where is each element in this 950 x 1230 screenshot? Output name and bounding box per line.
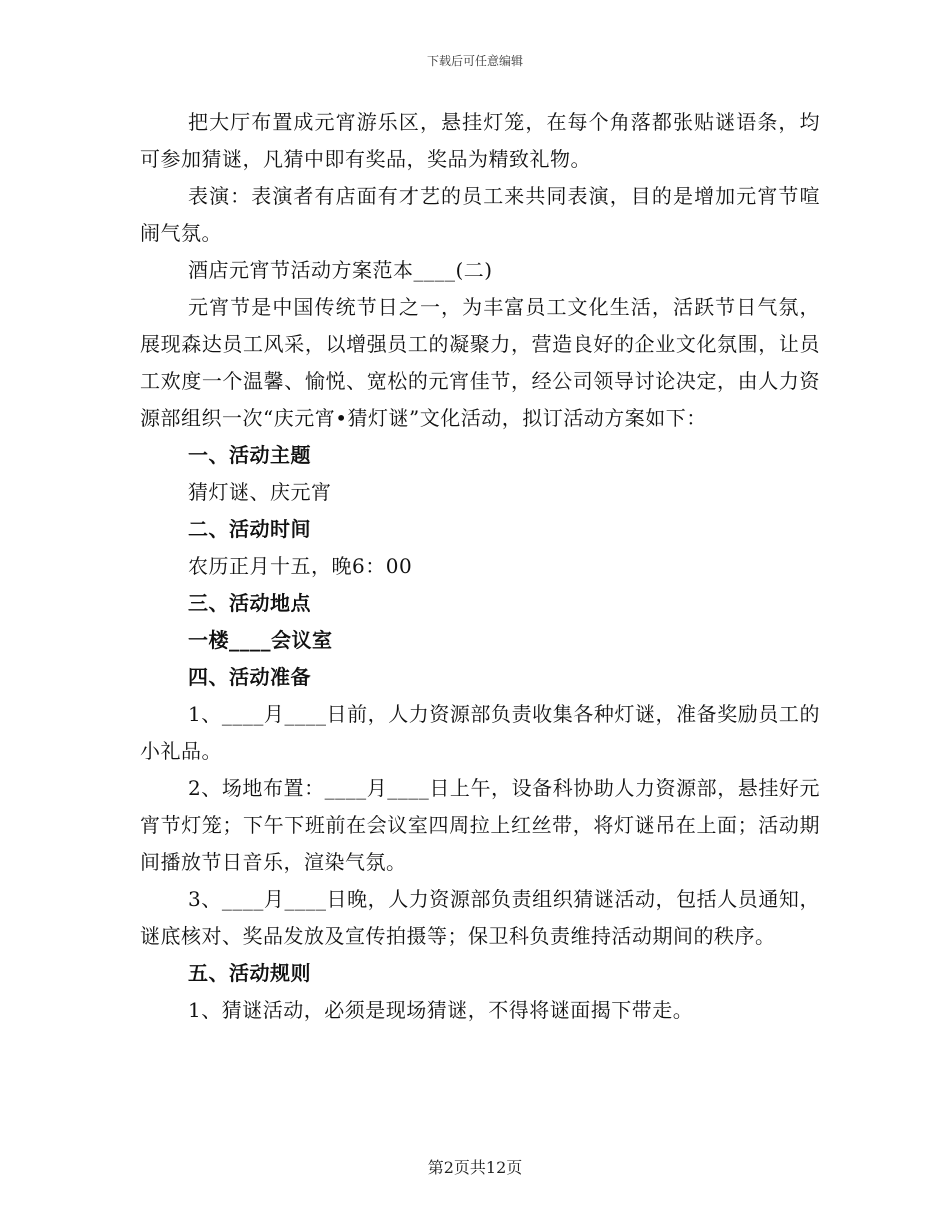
- page-header-note: 下载后可任意编辑: [426, 54, 523, 68]
- paragraph-lantern-area: 把大厅布置成元宵游乐区，悬挂灯笼，在每个角落都张贴谜语条，均可参加猜谜，凡猜中即有奖品，奖品为精致礼物。: [140, 110, 820, 171]
- paragraph-rule-1: 1、猜谜活动，必须是现场猜谜，不得将谜面揭下带走。: [188, 998, 694, 1022]
- heading-time: 二、活动时间: [188, 517, 311, 541]
- heading-location: 三、活动地点: [188, 591, 311, 615]
- paragraph-intro: 元宵节是中国传统节日之一，为丰富员工文化生活，活跃节日气氛，展现森达员工风采，以增强员工的凝聚力，营造良好的企业文化氛围，让员工欢度一个温馨、愉悦、宽松的元宵佳节，经公司领导讨论决定，由人力资源部组织一次“庆元宵•猜灯谜”文化活动，拟订活动方案如下：: [140, 295, 820, 430]
- paragraph-location: 一楼____会议室: [188, 628, 333, 652]
- paragraph-prep-2: 2、场地布置：____月____日上午，设备科协助人力资源部，悬挂好元宵节灯笼；下午下班前在会议室四周拉上红丝带，将灯谜吊在上面；活动期间播放节日音乐，渲染气氛。: [140, 776, 820, 874]
- page-number: 第2页共12页: [427, 1158, 523, 1177]
- heading-preparation: 四、活动准备: [188, 665, 311, 689]
- paragraph-theme: 猜灯谜、庆元宵: [188, 480, 332, 504]
- heading-rules: 五、活动规则: [188, 961, 311, 985]
- paragraph-prep-1: 1、____月____日前，人力资源部负责收集各种灯谜，准备奖励员工的小礼品。: [140, 702, 820, 763]
- paragraph-time: 农历正月十五，晚6：00: [188, 554, 413, 578]
- section-subtitle: 酒店元宵节活动方案范本____(二): [188, 258, 493, 282]
- paragraph-performance: 表演：表演者有店面有才艺的员工来共同表演，目的是增加元宵节喧闹气氛。: [140, 184, 820, 245]
- paragraph-prep-3: 3、____月____日晚，人力资源部负责组织猜谜活动，包括人员通知，谜底核对、奖品发放及宣传拍摄等；保卫科负责维持活动期间的秩序。: [140, 887, 820, 948]
- document-body: [140, 104, 820, 1029]
- heading-theme: 一、活动主题: [188, 443, 311, 467]
